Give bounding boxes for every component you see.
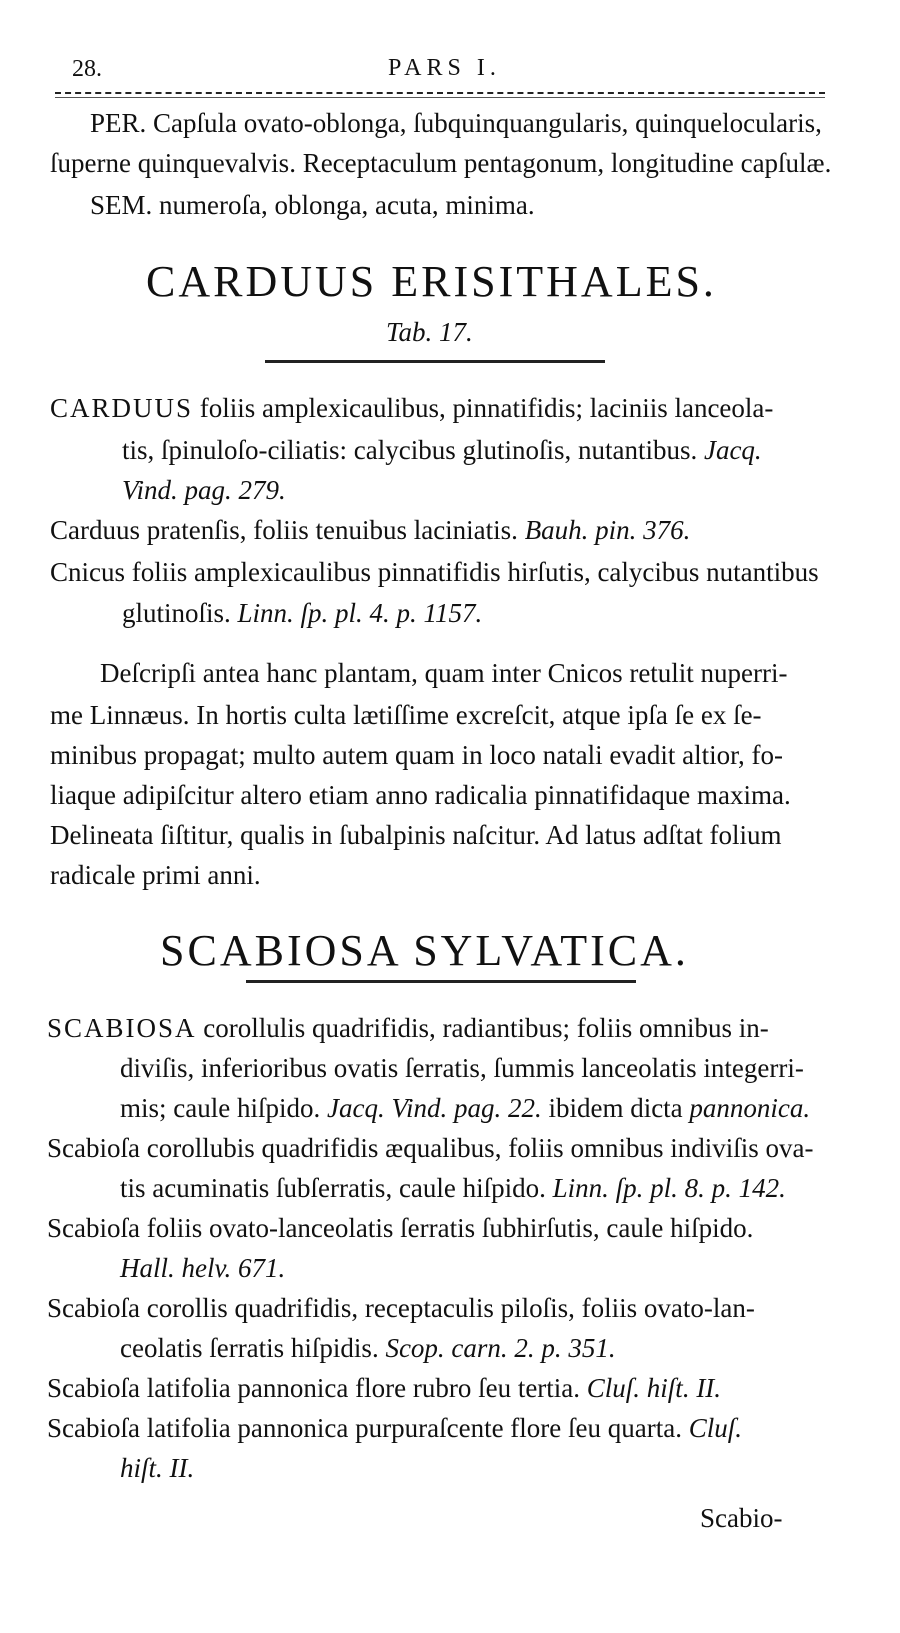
syn-text: Carduus pratenſis, foliis tenuibus laciniatis. [50, 515, 518, 545]
syn-reference: Bauh. pin. 376. [524, 515, 691, 545]
scabiosa-syn1-line2: diviſis, inferioribus ovatis ſerratis, ſummis lanceolatis integerri- [120, 1053, 804, 1083]
syn-text: ibidem dicta [548, 1093, 683, 1123]
scabiosa-syn3-line1: Scabioſa foliis ovato-lanceolatis ſerratis ſubhirſutis, caule hiſpido. [47, 1213, 754, 1243]
sem-line: SEM. numeroſa, oblonga, acuta, minima. [90, 190, 535, 220]
desc-line: me Linnæus. In hortis culta lætiſſime excreſcit, atque ipſa ſe ex ſe- [50, 700, 762, 730]
syn-reference: Jacq. Vind. pag. 22. [326, 1093, 542, 1123]
carduus-syn1-line3: Vind. pag. 279. [122, 475, 286, 505]
page-number: 28. [72, 56, 102, 82]
syn-text: corollulis quadrifidis, radiantibus; foliis omnibus in- [203, 1013, 769, 1043]
carduus-syn1-line2 [122, 437, 762, 464]
syn-text: tis acuminatis ſubſerratis, caule hiſpido. [120, 1173, 546, 1203]
syn-text: glutinoſis. [122, 598, 231, 628]
desc-line: radicale primi anni. [50, 860, 261, 890]
syn-text: tis, ſpinuloſo-ciliatis: calycibus glutinoſis, nutantibus. [122, 435, 698, 465]
syn-text: mis; caule hiſpido. [120, 1093, 321, 1123]
syn-text: Scabioſa latifolia pannonica flore rubro ſeu tertia. [47, 1373, 581, 1403]
carduus-syn2 [50, 517, 690, 544]
genus-name: CARDUUS [50, 393, 194, 423]
carduus-syn3-line1: Cnicus foliis amplexicaulibus pinnatifidis hirſutis, calycibus nutantibus [50, 557, 819, 587]
genus-name: SCABIOSA [47, 1013, 197, 1043]
syn-reference: Cluſ. [688, 1413, 742, 1443]
syn-reference: Linn. ſp. pl. 4. p. 1157. [237, 598, 483, 628]
carduus-tab-ref: Tab. 17. [386, 317, 473, 347]
carduus-title: CARDUUS ERISITHALES. [146, 257, 717, 306]
scabiosa-syn6-line1 [47, 1415, 742, 1442]
catchword: Scabio- [700, 1503, 783, 1533]
syn-reference: Cluſ. hiſt. II. [586, 1373, 722, 1403]
per-line: PER. Capſula ovato-oblonga, ſubquinquangularis, quinquelocularis, [90, 108, 822, 138]
desc-line: Delineata ſiſtitur, qualis in ſubalpinis naſcitur. Ad latus adſtat folium [50, 820, 782, 850]
scabiosa-syn2-line1: Scabioſa corollubis quadrifidis æqualibus, foliis omnibus indiviſis ova- [47, 1133, 814, 1163]
syn-reference: Scop. carn. 2. p. 351. [385, 1333, 616, 1363]
syn-reference: Linn. ſp. pl. 8. p. 142. [552, 1173, 786, 1203]
carduus-rule [265, 360, 605, 363]
syn-text: Scabioſa latifolia pannonica purpuraſcente flore ſeu quarta. [47, 1413, 682, 1443]
scabiosa-syn6-line2: hiſt. II. [120, 1453, 195, 1483]
carduus-syn3-line2 [122, 600, 482, 627]
scabiosa-syn2-line2 [120, 1175, 786, 1202]
syn-reference: Jacq. [703, 435, 762, 465]
desc-line: liaque adipiſcitur altero etiam anno radicalia pinnatifidaque maxima. [50, 780, 791, 810]
scabiosa-syn4-line2 [120, 1335, 616, 1362]
syn-reference: pannonica. [689, 1093, 811, 1123]
scabiosa-syn1-line3 [120, 1095, 810, 1122]
desc-line: minibus propagat; multo autem quam in loco natali evadit altior, fo- [50, 740, 783, 770]
syn-text: foliis amplexicaulibus, pinnatifidis; laciniis lanceola- [199, 393, 774, 423]
header-rule-underline [55, 97, 825, 98]
syn-text: ceolatis ſerratis hiſpidis. [120, 1333, 379, 1363]
header-rule [55, 92, 825, 94]
running-title: PARS I. [388, 55, 501, 81]
scabiosa-syn5 [47, 1375, 721, 1402]
scabiosa-title: SCABIOSA SYLVATICA. [160, 926, 689, 975]
scabiosa-syn3-ref: Hall. helv. 671. [120, 1253, 286, 1283]
scabiosa-rule [246, 980, 636, 983]
per-line-cont: ſuperne quinquevalvis. Receptaculum pentagonum, longitudine capſulæ. [50, 148, 832, 178]
desc-line: Deſcripſi antea hanc plantam, quam inter Cnicos retulit nuperri- [100, 658, 788, 688]
carduus-syn1-line1 [50, 395, 773, 422]
scabiosa-syn1-line1 [47, 1015, 769, 1042]
scabiosa-syn4-line1: Scabioſa corollis quadrifidis, receptaculis piloſis, foliis ovato-lan- [47, 1293, 755, 1323]
